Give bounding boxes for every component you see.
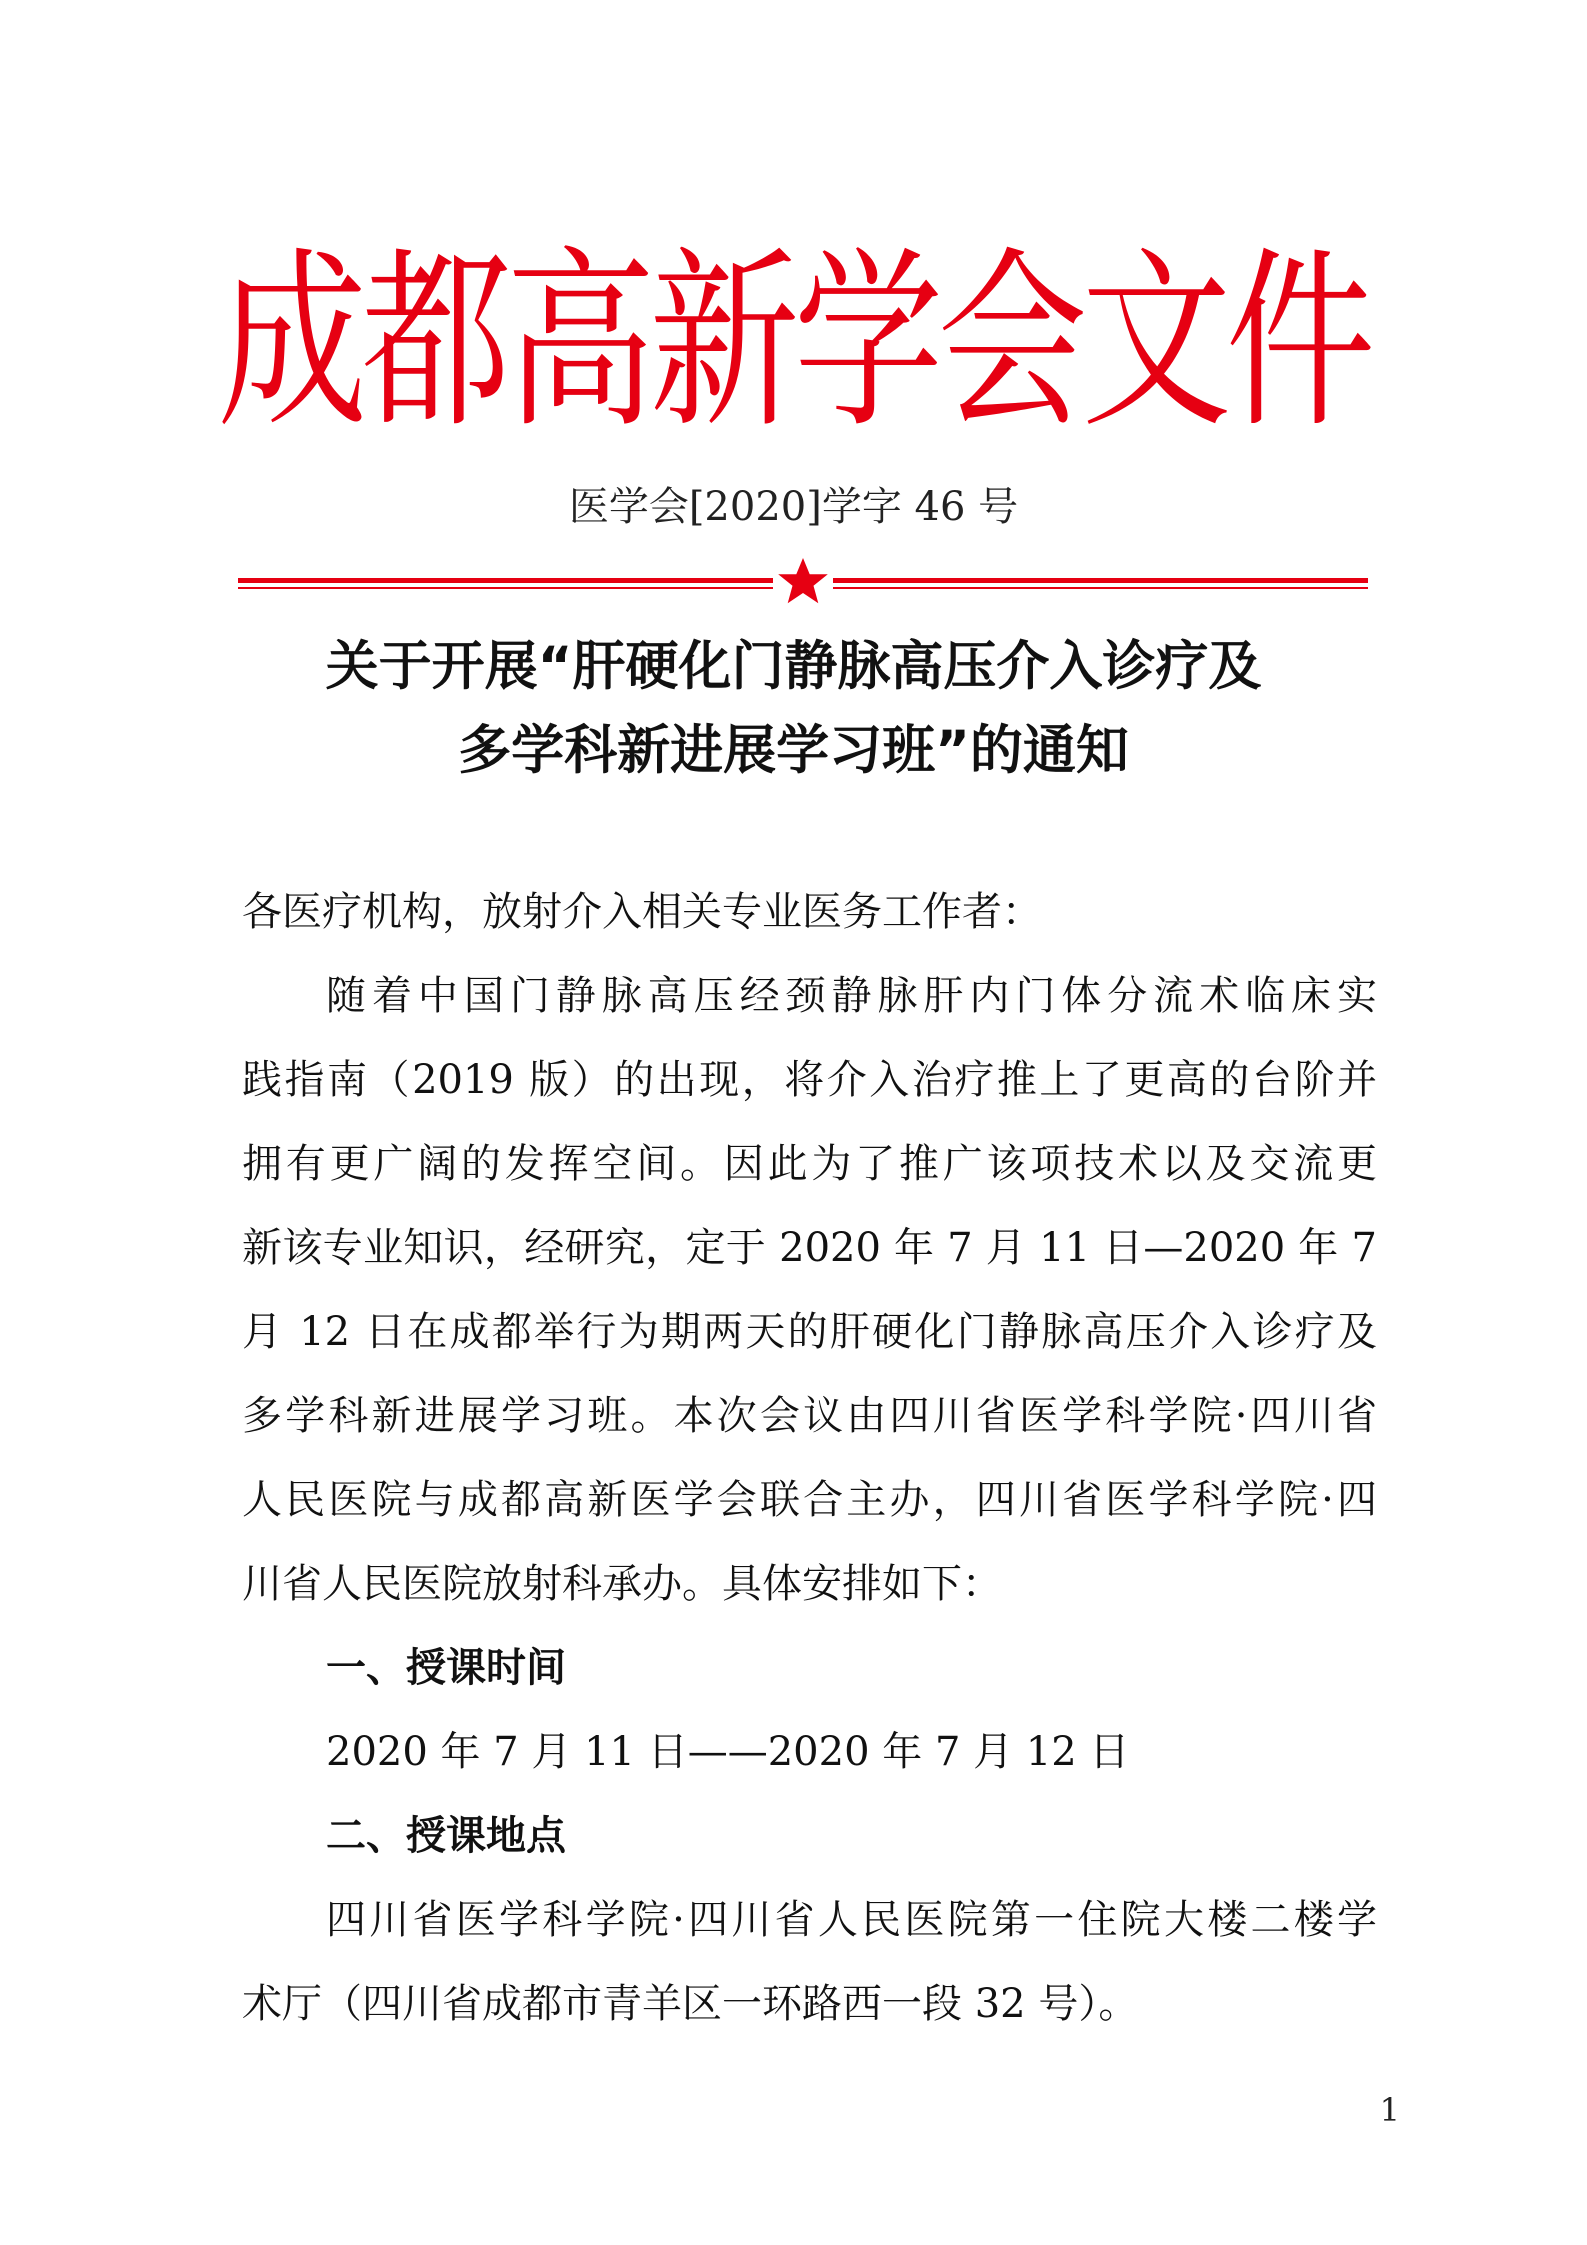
section-heading-location: 二、授课地点 [326,1813,566,1859]
intro-line-4: 新该专业知识，经研究，定于 2020 年 7 月 11 日—2020 年 7 [242,1225,1377,1271]
red-star-icon [778,558,828,603]
document-masthead: 成都高新学会文件 [217,231,1370,455]
document-number: 医学会[2020]学字 46 号 [568,484,1019,530]
intro-line-2: 践指南（2019 版）的出现，将介入治疗推上了更高的台阶并 [242,1057,1377,1103]
red-divider-with-star [238,556,1368,606]
salutation: 各医疗机构，放射介入相关专业医务工作者： [242,889,1042,935]
divider-right-thin-line [833,587,1368,589]
intro-line-1: 随着中国门静脉高压经颈静脉肝内门体分流术临床实 [326,973,1377,1019]
location-line-1: 四川省医学科学院·四川省人民医院第一住院大楼二楼学 [326,1897,1377,1943]
intro-line-8: 川省人民医院放射科承办。具体安排如下： [242,1561,1002,1607]
notice-body [242,870,1377,2046]
divider-right-thick-line [833,578,1368,583]
section-heading-time: 一、授课时间 [326,1645,566,1691]
notice-title-line-2: 多学科新进展学习班”的通知 [458,720,1129,781]
intro-line-5: 月 12 日在成都举行为期两天的肝硬化门静脉高压介入诊疗及 [242,1309,1377,1355]
page-number: 1 [1379,2091,1400,2129]
divider-left-thick-line [238,578,773,583]
location-line-2: 术厅（四川省成都市青羊区一环路西一段 32 号）。 [242,1981,1139,2027]
section-text-time: 2020 年 7 月 11 日——2020 年 7 月 12 日 [326,1729,1130,1775]
intro-line-7: 人民医院与成都高新医学会联合主办，四川省医学科学院·四 [242,1477,1377,1523]
notice-title-line-1: 关于开展“肝硬化门静脉高压介入诊疗及 [325,636,1262,697]
intro-line-3: 拥有更广阔的发挥空间。因此为了推广该项技术以及交流更 [242,1141,1377,1187]
notice-title [0,625,1587,793]
divider-left-thin-line [238,587,773,589]
intro-line-6: 多学科新进展学习班。本次会议由四川省医学科学院·四川省 [242,1393,1377,1439]
